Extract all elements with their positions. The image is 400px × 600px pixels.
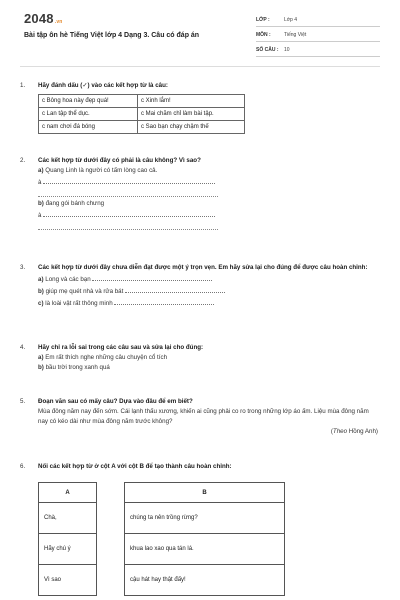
question-stem: Các kết hợp từ dưới đây có phải là câu không? Vì sao? xyxy=(38,157,201,164)
answer-prefix: à xyxy=(38,212,42,219)
choice-option[interactable]: c nam chơi đá bóng xyxy=(39,121,138,134)
answer-prefix: à xyxy=(38,179,42,186)
question-4 xyxy=(20,343,380,373)
choice-option[interactable]: c Xinh lắm! xyxy=(138,95,245,108)
question-6 xyxy=(20,462,380,472)
column-gap xyxy=(97,483,125,503)
question-number: 5. xyxy=(20,398,26,405)
item-label: c) xyxy=(38,300,44,307)
sub-item-a xyxy=(38,273,380,285)
logo-text: 2048 xyxy=(24,11,54,26)
item-text: bầu trời trong xanh quá xyxy=(45,364,110,371)
meta-count-key: SỐ CÂU : xyxy=(256,47,279,53)
column-a-header: A xyxy=(39,483,97,503)
answer-line[interactable] xyxy=(38,188,218,197)
choice-option[interactable]: c Sao bạn chạy chậm thế xyxy=(138,121,245,134)
sub-item-b xyxy=(38,285,380,297)
item-label: b) xyxy=(38,288,44,295)
question-2 xyxy=(20,156,380,230)
question-1 xyxy=(20,81,380,134)
choice-option[interactable]: c Lan tập thể dục. xyxy=(39,108,138,121)
sub-item-c xyxy=(38,297,380,309)
document-title: Bài tập ôn hè Tiếng Việt lớp 4 Dạng 3. Câu có đáp án xyxy=(24,32,200,39)
column-a-item[interactable]: Vì sao xyxy=(39,565,97,596)
column-b-item[interactable]: khua lao xao qua tán lá. xyxy=(125,534,285,565)
choice-row xyxy=(39,121,245,134)
column-b-item[interactable]: chúng ta nên trồng rừng? xyxy=(125,503,285,534)
sub-item-b xyxy=(38,199,380,209)
answer-line[interactable] xyxy=(38,209,380,221)
matching-row xyxy=(39,565,285,596)
choice-row xyxy=(39,108,245,121)
question-number: 3. xyxy=(20,264,26,271)
credit-theo: Theo xyxy=(332,428,348,435)
site-logo[interactable] xyxy=(24,11,63,26)
question-stem: Hãy chỉ ra lỗi sai trong các câu sau và sửa lại cho đúng: xyxy=(38,344,204,351)
sub-item-a xyxy=(38,166,380,176)
choice-table xyxy=(38,94,245,134)
column-b-item[interactable]: cậu hát hay thật đấy! xyxy=(125,565,285,596)
item-text: Em rất thích nghe những câu chuyện cổ tích xyxy=(45,354,168,361)
answer-dots[interactable] xyxy=(92,273,212,281)
passage-text: Mùa đông năm nay đến sớm. Cái lạnh thấu xương, khiến ai cũng phải co ro trong những lớp áo ấm. Liệu mùa đông năm nay có kéo dài như mùa đông năm trước không? xyxy=(38,408,369,425)
meta-grade-value: Lớp 4 xyxy=(284,17,298,23)
answer-dots[interactable] xyxy=(125,285,225,293)
item-label: b) xyxy=(38,364,44,371)
answer-line[interactable] xyxy=(38,221,218,230)
item-label: b) xyxy=(38,200,44,207)
question-stem: Nối các kết hợp từ ở cột A với cột B để tạo thành câu hoàn chỉnh: xyxy=(38,463,232,470)
item-text: giúp mẹ quét nhà và rửa bát xyxy=(45,288,124,295)
item-label: a) xyxy=(38,167,44,174)
meta-subject-key: MÔN : xyxy=(256,32,271,38)
answer-line[interactable] xyxy=(38,176,380,188)
matching-row xyxy=(39,503,285,534)
answer-dots[interactable] xyxy=(114,297,214,305)
item-text: Quang Linh là người có tấm lòng cao cả. xyxy=(45,167,158,174)
meta-grade xyxy=(256,15,380,27)
column-a-item[interactable]: Chà, xyxy=(39,503,97,534)
sub-item-b xyxy=(38,363,380,373)
credit-author: Hồng Anh) xyxy=(347,428,378,435)
meta-question-count xyxy=(256,45,380,57)
question-stem: Hãy đánh dấu (✓) vào các kết hợp từ là câu: xyxy=(38,82,168,89)
answer-dots xyxy=(43,176,215,184)
column-gap xyxy=(97,534,125,565)
item-label: a) xyxy=(38,276,44,283)
question-number: 2. xyxy=(20,157,26,164)
item-text: Long và các bạn xyxy=(45,276,91,283)
choice-option[interactable]: c Mai chăm chỉ làm bài tập. xyxy=(138,108,245,121)
meta-subject xyxy=(256,30,380,42)
answer-dots xyxy=(43,209,215,217)
column-b-header: B xyxy=(125,483,285,503)
item-label: a) xyxy=(38,354,44,361)
logo-suffix: .vn xyxy=(54,19,63,25)
matching-row xyxy=(39,534,285,565)
meta-grade-key: LỚP : xyxy=(256,17,270,23)
matching-table xyxy=(38,482,285,596)
question-number: 4. xyxy=(20,344,26,351)
item-text: đang gói bánh chưng xyxy=(45,200,105,207)
meta-count-value: 10 xyxy=(284,47,290,53)
choice-option[interactable]: c Bông hoa này đẹp quá! xyxy=(39,95,138,108)
question-number: 1. xyxy=(20,82,26,89)
passage-credit xyxy=(20,427,378,437)
header-divider xyxy=(20,66,380,67)
question-number: 6. xyxy=(20,463,26,470)
choice-row xyxy=(39,95,245,108)
column-a-item[interactable]: Hãy chú ý xyxy=(39,534,97,565)
question-stem: Các kết hợp từ dưới đây chưa diễn đạt được một ý trọn vẹn. Em hãy sửa lại cho đúng để được câu hoàn chỉnh: xyxy=(38,264,368,271)
matching-header-row xyxy=(39,483,285,503)
sub-item-a xyxy=(38,353,380,363)
column-gap xyxy=(97,565,125,596)
item-text: là loài vật rất thông minh xyxy=(45,300,113,307)
meta-subject-value: Tiếng Việt xyxy=(284,32,307,38)
question-stem: Đoạn văn sau có mấy câu? Dựa vào đâu để em biết? xyxy=(38,398,193,405)
credit-open: ( xyxy=(330,428,333,435)
question-3 xyxy=(20,263,380,309)
column-gap xyxy=(97,503,125,534)
question-5 xyxy=(20,397,380,437)
